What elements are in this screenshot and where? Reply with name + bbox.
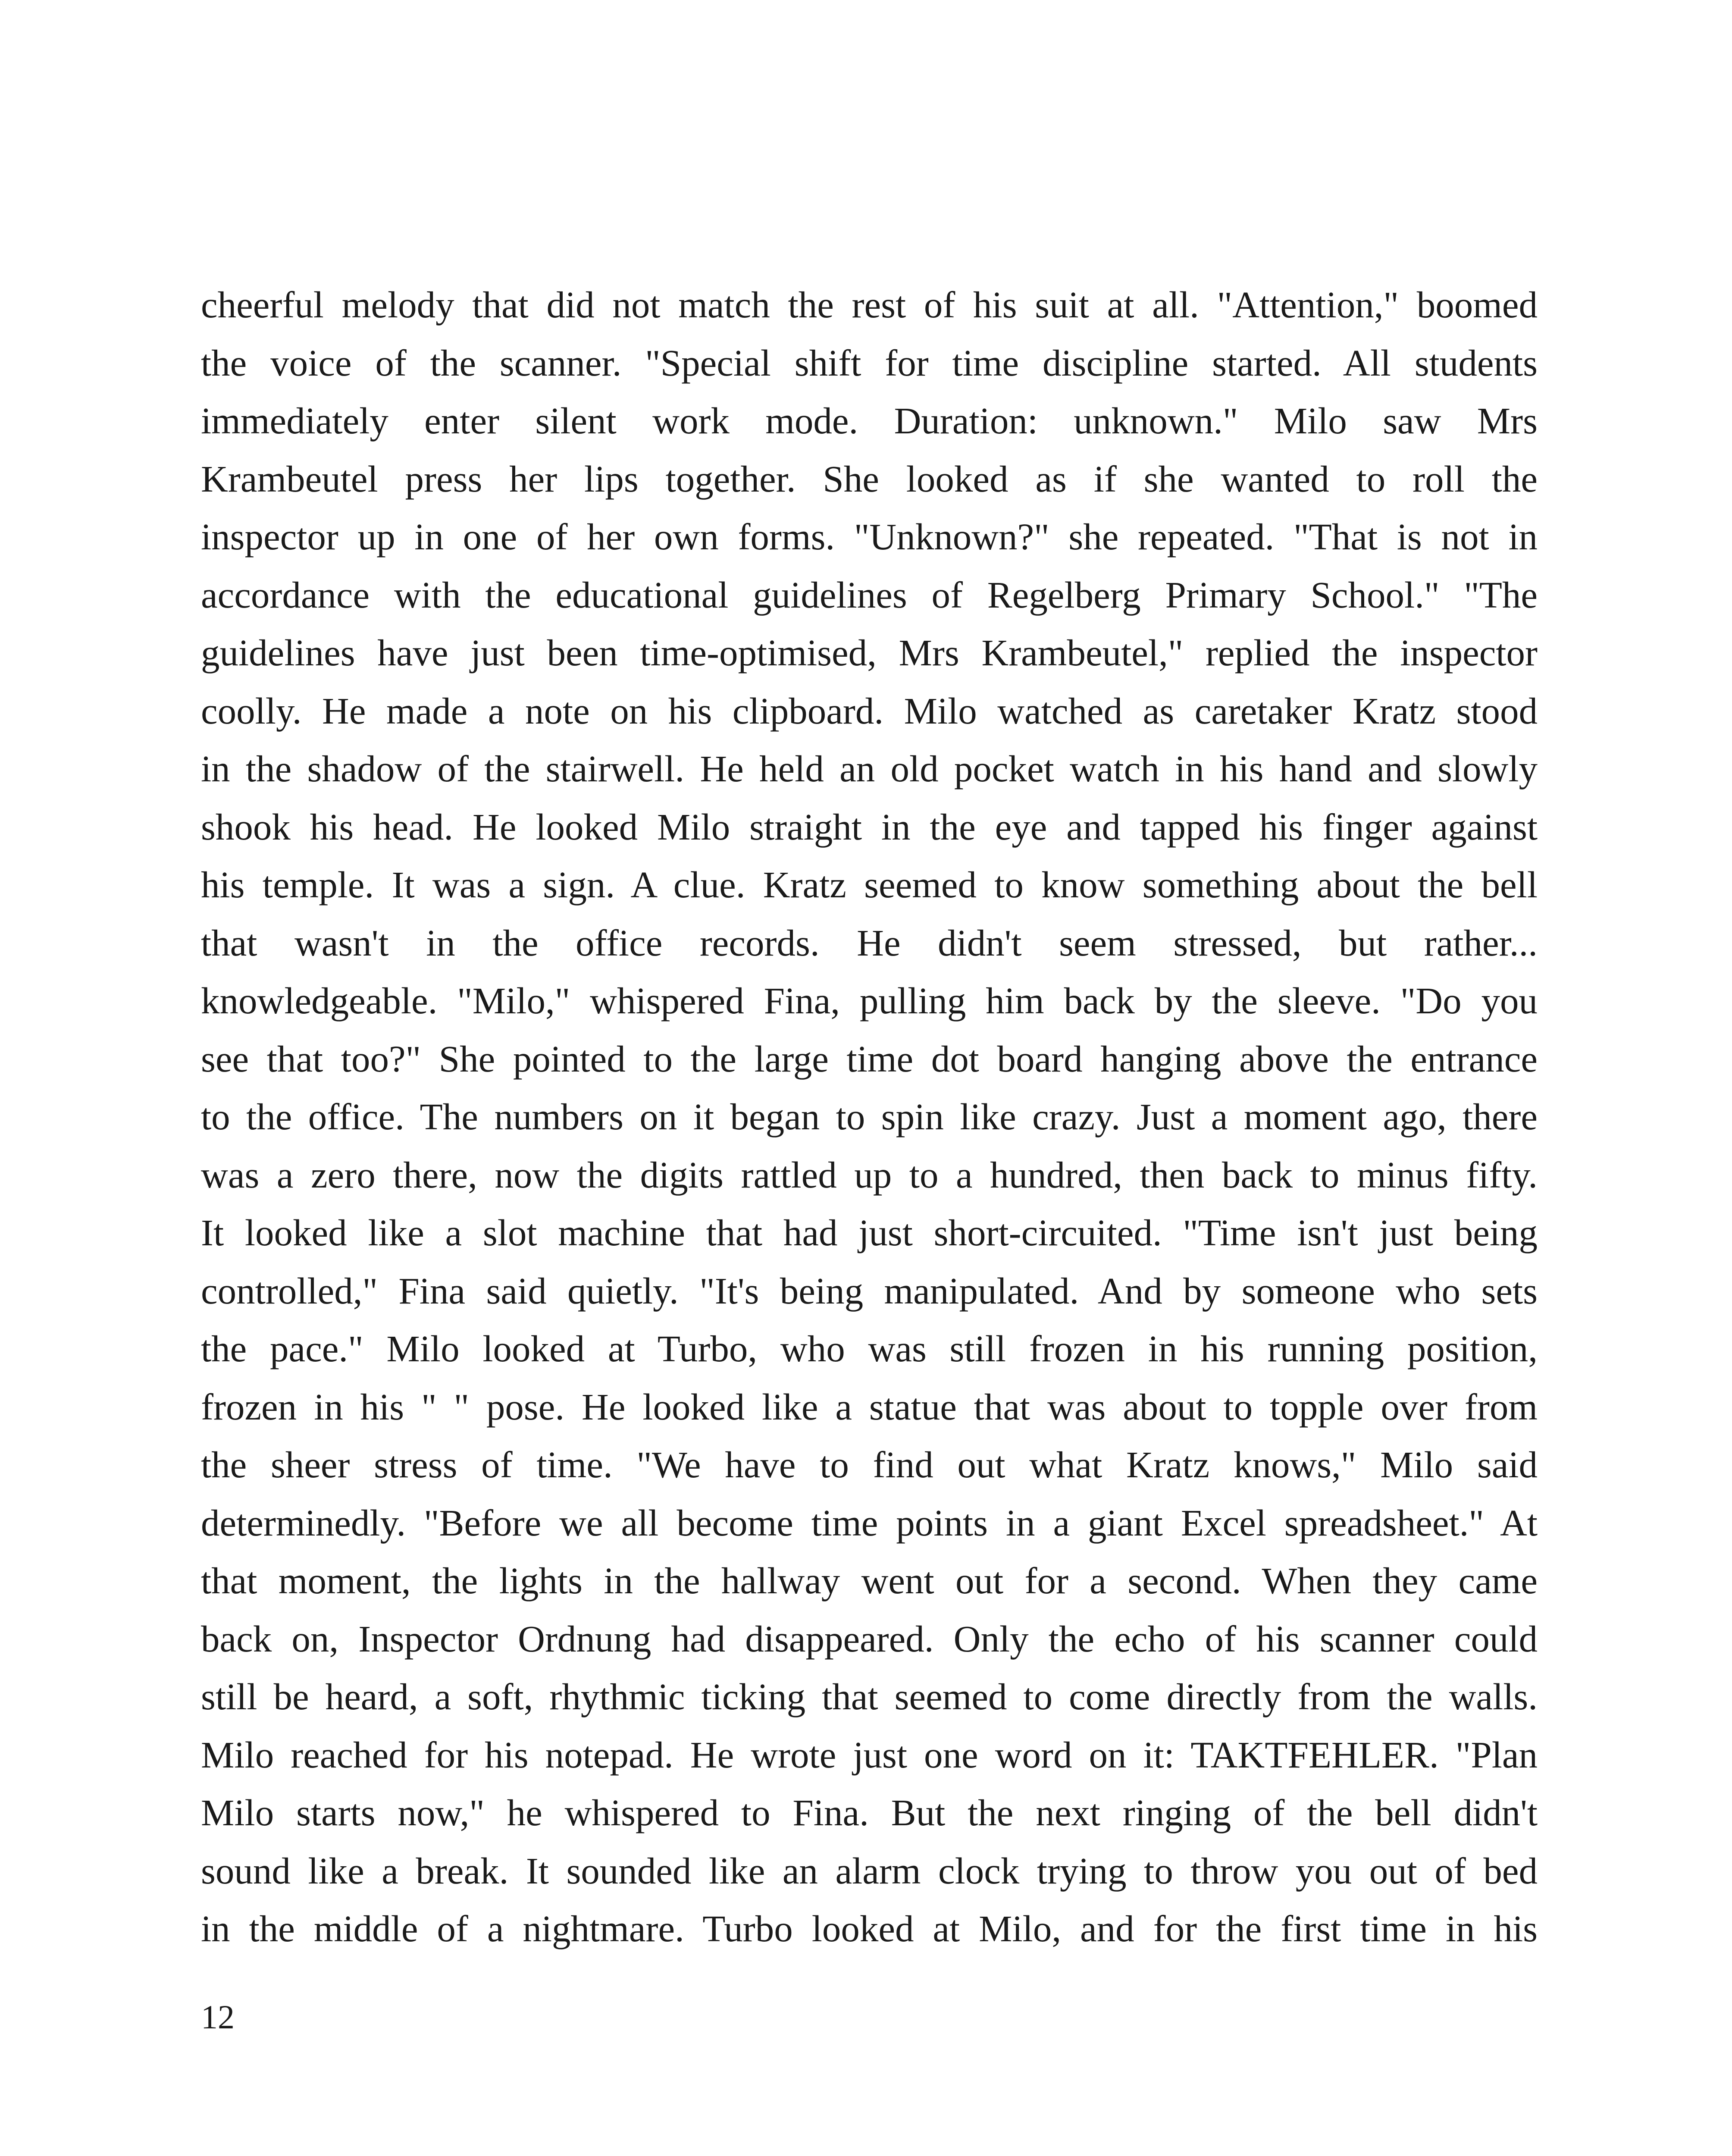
text-line: accordance with the educational guidelines of Regelberg Primary School." "The bbox=[201, 573, 1538, 616]
text-line: determinedly. "Before we all become time points in a giant Excel spreadsheet." At bbox=[201, 1501, 1538, 1544]
text-line: shook his head. He looked Milo straight in the eye and tapped his finger against bbox=[201, 805, 1538, 848]
text-line: guidelines have just been time-optimised, Mrs Krambeutel," replied the inspector bbox=[201, 632, 1538, 674]
text-line: that moment, the lights in the hallway went out for a second. When they came bbox=[201, 1560, 1538, 1601]
text-line: controlled," Fina said quietly. "It's being manipulated. And by someone who sets bbox=[201, 1269, 1538, 1312]
text-line: immediately enter silent work mode. Duration: unknown." Milo saw Mrs bbox=[201, 400, 1538, 442]
text-line: the pace." Milo looked at Turbo, who was still frozen in his running position, bbox=[201, 1328, 1538, 1369]
text-line: sound like a break. It sounded like an alarm clock trying to throw you out of bed bbox=[201, 1849, 1538, 1892]
page-number: 12 bbox=[201, 1998, 235, 2036]
text-line: in the middle of a nightmare. Turbo looked at Milo, and for the first time in his bbox=[201, 1908, 1538, 1949]
text-line: to the office. The numbers on it began to spin like crazy. Just a moment ago, there bbox=[201, 1096, 1538, 1138]
text-line: see that too?" She pointed to the large time dot board hanging above the entrance bbox=[201, 1037, 1538, 1080]
text-line: Milo reached for his notepad. He wrote just one word on it: TAKTFEHLER. "Plan bbox=[201, 1733, 1538, 1776]
text-line: frozen in his " " pose. He looked like a statue that was about to topple over from bbox=[201, 1385, 1538, 1428]
text-line: his temple. It was a sign. A clue. Kratz seemed to know something about the bell bbox=[201, 864, 1538, 906]
text-line: still be heard, a soft, rhythmic ticking that seemed to come directly from the walls. bbox=[201, 1676, 1538, 1717]
text-line: Milo starts now," he whispered to Fina. But the next ringing of the bell didn't bbox=[201, 1792, 1538, 1833]
text-line: knowledgeable. "Milo," whispered Fina, pulling him back by the sleeve. "Do you bbox=[201, 980, 1538, 1022]
text-line: back on, Inspector Ordnung had disappeared. Only the echo of his scanner could bbox=[201, 1617, 1538, 1660]
body-text bbox=[201, 276, 1538, 1958]
text-line: It looked like a slot machine that had just short-circuited. "Time isn't just being bbox=[201, 1212, 1538, 1253]
text-line: in the shadow of the stairwell. He held an old pocket watch in his hand and slowly bbox=[201, 748, 1538, 790]
text-line: was a zero there, now the digits rattled up to a hundred, then back to minus fifty. bbox=[201, 1153, 1538, 1196]
text-line: inspector up in one of her own forms. "Unknown?" she repeated. "That is not in bbox=[201, 516, 1538, 558]
text-line: coolly. He made a note on his clipboard. Milo watched as caretaker Kratz stood bbox=[201, 689, 1538, 732]
text-line: Krambeutel press her lips together. She looked as if she wanted to roll the bbox=[201, 458, 1538, 500]
text-line: cheerful melody that did not match the rest of his suit at all. "Attention," boomed bbox=[201, 284, 1538, 326]
text-line: the sheer stress of time. "We have to find out what Kratz knows," Milo said bbox=[201, 1444, 1538, 1485]
text-line: that wasn't in the office records. He didn't seem stressed, but rather... bbox=[201, 921, 1538, 964]
text-line: the voice of the scanner. "Special shift for time discipline started. All students bbox=[201, 342, 1538, 384]
